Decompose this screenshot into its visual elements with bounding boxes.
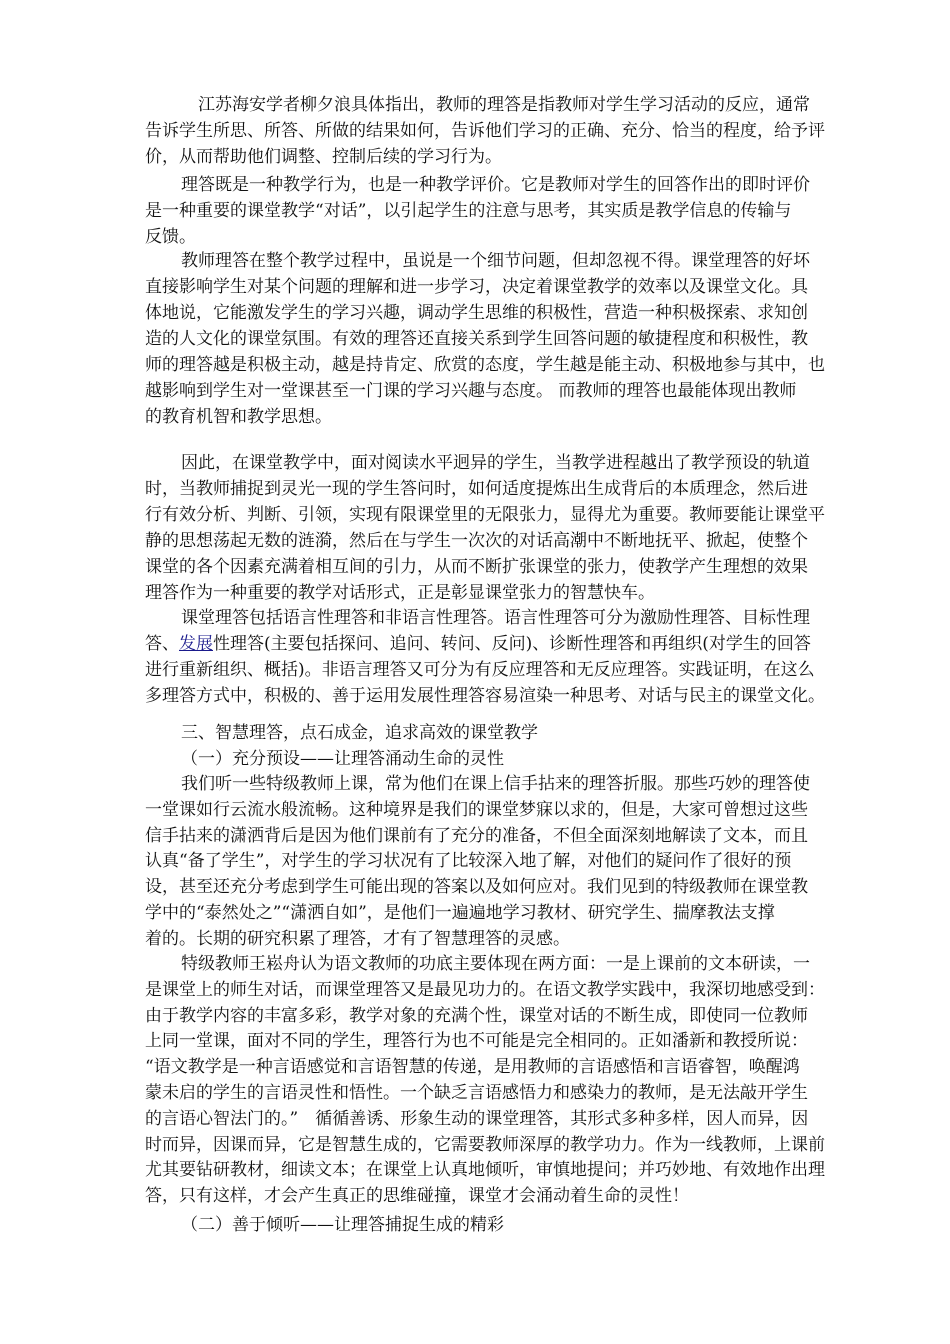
text-line: 课堂的各个因素充满着相互间的引力，从而不断扩张课堂的张力，使教学产生理想的效果 bbox=[145, 557, 808, 577]
text-line: 反馈。 bbox=[145, 227, 196, 247]
text-line: 由于教学内容的丰富多彩，教学对象的充满个性，课堂对话的不断生成，即使同一位教师 bbox=[145, 1005, 808, 1026]
text-line: 一堂课如行云流水般流畅。这种境界是我们的课堂梦寐以求的，但是，大家可曾想过这些 bbox=[145, 799, 808, 820]
text-line: 多理答方式中，积极的、善于运用发展性理答容易渲染一种思考、对话与民主的课堂文化。 bbox=[145, 686, 825, 706]
text-line: 上同一堂课，面对不同的学生，理答行为也不可能是完全相同的。正如潘新和教授所说： bbox=[145, 1031, 808, 1052]
text-line: 的言语心智法门的。” 循循善诱、形象生动的课堂理答，其形式多种多样，因人而异，因 bbox=[145, 1108, 809, 1129]
text-line: 师的理答越是积极主动，越是持肯定、欣赏的态度，学生越是能主动、积极地参与其中，也 bbox=[145, 355, 825, 375]
text-line: 造的人文化的课堂氛围。有效的理答还直接关系到学生回答问题的敏捷程度和积极性，教 bbox=[145, 329, 808, 349]
text-line: 的教育机智和教学思想。 bbox=[145, 407, 332, 427]
paragraph-2 bbox=[145, 172, 890, 250]
text-line: 进行重新组织、概括)。非语言理答又可分为有反应理答和无反应理答。实践证明，在这么 bbox=[145, 660, 815, 680]
text-line: 蒙未启的学生的言语灵性和悟性。一个缺乏言语感悟力和感染力的教师，是无法敲开学生 bbox=[145, 1082, 808, 1103]
paragraph-4 bbox=[145, 450, 890, 606]
text-line: 时，当教师捕捉到灵光一现的学生答问时，如何适度提炼出生成背后的本质理念，然后进 bbox=[145, 479, 808, 499]
text-line: 行有效分析、判断、引领，实现有限课堂里的无限张力，显得尤为重要。教师要能让课堂平 bbox=[145, 505, 825, 525]
paragraph-7 bbox=[145, 952, 890, 1210]
text-line: 越影响到学生对一堂课甚至一门课的学习兴趣与态度。 而教师的理答也最能体现出教师 bbox=[145, 381, 797, 401]
paragraph-3 bbox=[145, 248, 890, 430]
text-line: 江苏海安学者柳夕浪具体指出，教师的理答是指教师对学生学习活动的反应，通常 bbox=[181, 95, 810, 115]
text-line: 着的。长期的研究积累了理答，才有了智慧理答的灵感。 bbox=[145, 928, 570, 949]
subheading-2: （二）善于倾听——让理答捕捉生成的精彩 bbox=[181, 1215, 504, 1235]
text-line: 课堂理答包括语言性理答和非语言性理答。语言性理答可分为激励性理答、目标性理 bbox=[181, 608, 810, 628]
text-line: 教师理答在整个教学过程中，虽说是一个细节问题，但却忽视不得。课堂理答的好坏 bbox=[181, 251, 810, 271]
hyperlink[interactable]: 发展 bbox=[179, 634, 213, 654]
text-line: 信手拈来的潇洒背后是因为他们课前有了充分的准备，不但全面深刻地解读了文本，而且 bbox=[145, 825, 808, 846]
text-line: 特级教师王崧舟认为语文教师的功底主要体现在两方面：一是上课前的文本研读，一 bbox=[181, 954, 810, 974]
text-line: 时而异，因课而异，它是智慧生成的，它需要教师深厚的教学功力。作为一线教师，上课前 bbox=[145, 1134, 825, 1155]
text-line: “语文教学是一种言语感觉和言语智慧的传递，是用教师的言语感悟和言语睿智，唤醒鸿 bbox=[145, 1057, 800, 1078]
text-line: 静的思想荡起无数的涟漪，然后在与学生一次次的对话高潮中不断地抚平、掀起，使整个 bbox=[145, 531, 808, 551]
text-line: 是一种重要的课堂教学“对话”，以引起学生的注意与思考，其实质是教学信息的传输与 bbox=[145, 201, 792, 221]
paragraph-5 bbox=[145, 605, 890, 709]
text-line: 直接影响学生对某个问题的理解和进一步学习，决定着课堂教学的效率以及课堂文化。具 bbox=[145, 277, 808, 297]
paragraph-1 bbox=[145, 92, 890, 170]
text-line: 尤其要钻研教材，细读文本；在课堂上认真地倾听，审慎地提问；并巧妙地、有效地作出理 bbox=[145, 1160, 825, 1181]
text-line: 是课堂上的师生对话，而课堂理答又是最见功力的。在语文教学实践中，我深切地感受到： bbox=[145, 979, 825, 1000]
text-line: 体地说，它能激发学生的学习兴趣，调动学生思维的积极性，营造一种积极探索、求知创 bbox=[145, 303, 808, 323]
text-line: 价，从而帮助他们调整、控制后续的学习行为。 bbox=[145, 147, 502, 167]
subheading-1: （一）充分预设——让理答涌动生命的灵性 bbox=[181, 749, 504, 769]
text-line: 理答既是一种教学行为，也是一种教学评价。它是教师对学生的回答作出的即时评价 bbox=[181, 175, 810, 195]
text-line: 认真“备了学生”，对学生的学习状况有了比较深入地了解，对他们的疑问作了很好的预 bbox=[145, 851, 792, 872]
text-line: 答，只有这样，才会产生真正的思维碰撞，课堂才会涌动着生命的灵性！ bbox=[145, 1186, 689, 1207]
paragraph-6 bbox=[145, 772, 890, 953]
text-line: 我们听一些特级教师上课，常为他们在课上信手拈来的理答折服。那些巧妙的理答使 bbox=[181, 774, 810, 794]
section-heading-3: 三、智慧理答，点石成金，追求高效的课堂教学 bbox=[181, 723, 538, 743]
text-line: 答、发展性理答(主要包括探问、追问、转问、反问)、诊断性理答和再组织(对学生的回答 bbox=[145, 634, 811, 654]
text-line: 因此，在课堂教学中，面对阅读水平迥异的学生，当教学进程越出了教学预设的轨道 bbox=[181, 453, 810, 473]
text-line: 理答作为一种重要的教学对话形式，正是彰显课堂张力的智慧快车。 bbox=[145, 583, 655, 603]
text-line: 学中的“泰然处之”“潇洒自如”，是他们一遍遍地学习教材、研究学生、揣摩教法支撑 bbox=[145, 902, 775, 923]
text-line: 设，甚至还充分考虑到学生可能出现的答案以及如何应对。我们见到的特级教师在课堂教 bbox=[145, 877, 808, 898]
text-line: 告诉学生所思、所答、所做的结果如何，告诉他们学习的正确、充分、恰当的程度，给予评 bbox=[145, 121, 825, 141]
